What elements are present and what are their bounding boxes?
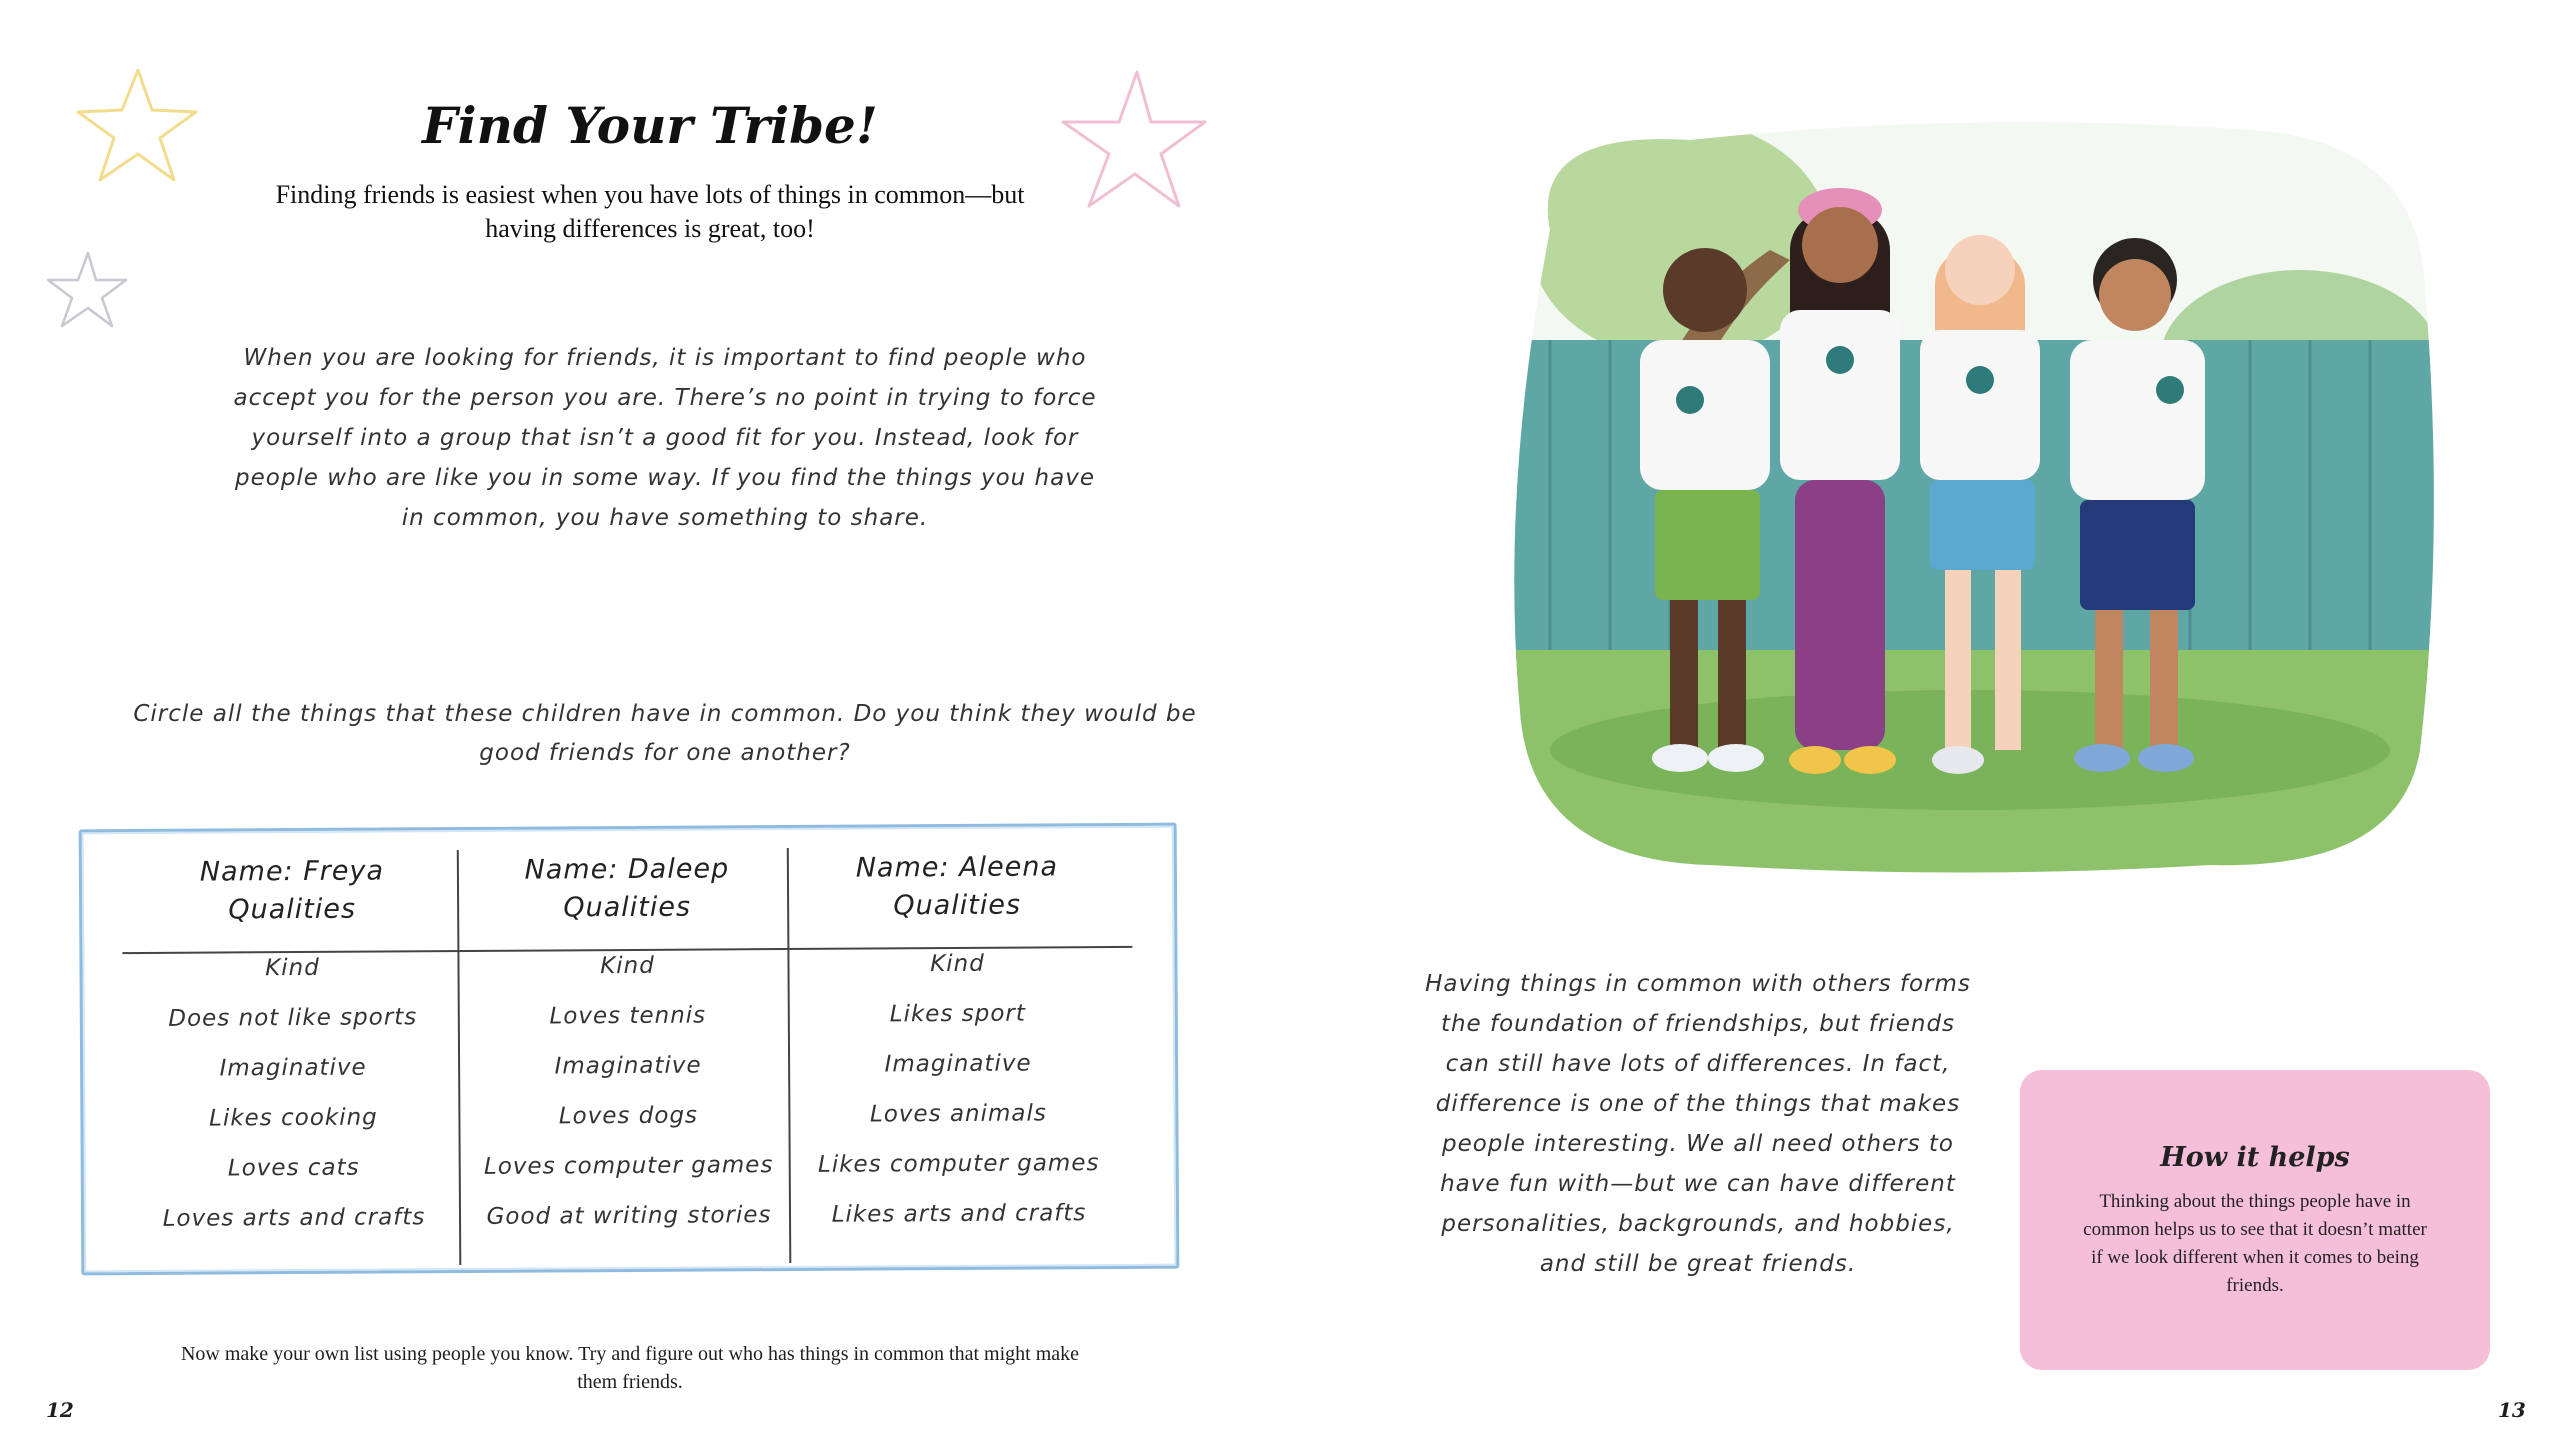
qualities-table (79, 823, 1180, 1276)
page-subtitle: Finding friends is easiest when you have lots of things in common—but having differences is great, too! (275, 180, 1025, 243)
table-column-aleena (792, 826, 1125, 1268)
quality-item: Likes computer games (817, 1150, 1100, 1178)
closing-paragraph: Having things in common with others forms the foundation of friendships, but friends can still have lots of differences. In fact, difference is one of the things that makes people interesting. We all need others to have fun with—but we can have different personalities, backgrounds, and hobbies, and still be great friends. (1425, 971, 1971, 1277)
callout-title: How it helps (2160, 1142, 2350, 1173)
quality-item: Imaginative (219, 1054, 367, 1082)
quality-item: Does not like sports (168, 1004, 418, 1032)
column-name: Name: Freya (199, 855, 385, 888)
star-icon-pink (1055, 64, 1215, 214)
column-name: Name: Daleep (524, 853, 730, 886)
quality-item: Likes sport (889, 1000, 1026, 1028)
quality-item: Imaginative (554, 1052, 702, 1080)
quality-item: Loves animals (869, 1100, 1047, 1128)
star-icon-grey (42, 248, 132, 333)
activity-instruction: Circle all the things that these children have in common. Do you think they would be good friends for one another? (133, 701, 1197, 766)
quality-item: Loves dogs (558, 1102, 699, 1130)
column-header (792, 826, 1123, 940)
quality-item: Likes arts and crafts (831, 1200, 1087, 1228)
bottom-instruction: Now make your own list using people you know. Try and figure out who has things in common that might make them friends. (180, 1343, 1080, 1393)
column-qualities-label: Qualities (563, 891, 692, 924)
intro-paragraph: When you are looking for friends, it is important to find people who accept you for the person you are. There’s no point in trying to force yourself into a group that isn’t a good fit for you. Instead, look for people who are like you in some way. If you find the things you have in common, you have something to share. (233, 345, 1097, 531)
quality-item: Loves tennis (549, 1002, 707, 1030)
column-header (462, 828, 793, 942)
quality-item: Kind (265, 954, 320, 982)
quality-item: Good at writing stories (486, 1202, 772, 1230)
quality-item: Imaginative (884, 1050, 1032, 1078)
column-name: Name: Aleena (855, 851, 1059, 884)
star-icon-yellow (70, 62, 205, 192)
quality-item: Loves cats (227, 1154, 360, 1182)
quality-item: Loves arts and crafts (162, 1204, 426, 1232)
column-qualities-label: Qualities (893, 889, 1022, 922)
how-it-helps-callout (2020, 1070, 2490, 1370)
page-number-right: 13 (2498, 1398, 2526, 1422)
column-qualities-label: Qualities (228, 893, 357, 926)
column-header (127, 830, 458, 944)
quality-item: Likes cooking (209, 1104, 378, 1132)
quality-item: Kind (930, 950, 985, 978)
callout-body: Thinking about the things people have in common helps us to see that it doesn’t matter if we look different when it comes to being friends. (2083, 1191, 2427, 1296)
table-column-daleep (462, 828, 795, 1270)
children-illustration (1490, 110, 2450, 880)
page-title: Find Your Tribe! (422, 96, 878, 155)
quality-item: Loves computer games (483, 1152, 774, 1180)
page-number-left: 12 (46, 1398, 74, 1422)
quality-item: Kind (600, 952, 655, 980)
table-column-freya (127, 830, 460, 1272)
